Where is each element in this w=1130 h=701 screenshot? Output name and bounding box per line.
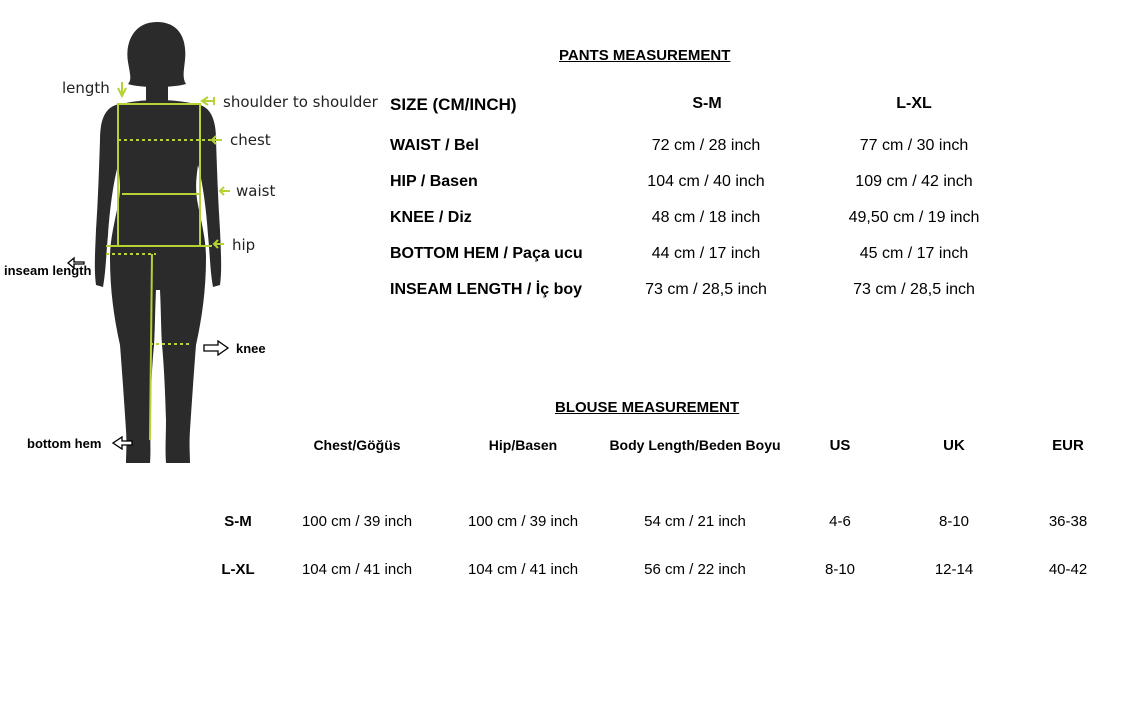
- blouse-cell-hip: 104 cm / 41 inch: [467, 561, 579, 578]
- label-knee: knee: [236, 341, 266, 356]
- pants-cell-lxl: 49,50 cm / 19 inch: [848, 209, 980, 226]
- blouse-header-us: US: [829, 437, 851, 454]
- blouse-cell-eur: 36-38: [1048, 513, 1088, 530]
- pants-cell-lxl: 73 cm / 28,5 inch: [853, 281, 975, 298]
- pants-header-sm: S-M: [692, 95, 722, 112]
- pants-cell-sm: 104 cm / 40 inch: [647, 173, 765, 190]
- pants-row-label: HIP / Basen: [390, 173, 478, 190]
- blouse-cell-us: 4-6: [829, 513, 851, 530]
- label-waist: waist: [236, 182, 276, 200]
- blouse-cell-body-length: 56 cm / 22 inch: [644, 561, 746, 578]
- blouse-header-eur: EUR: [1052, 437, 1084, 454]
- blouse-cell-uk: 8-10: [938, 513, 970, 530]
- blouse-cell-hip: 100 cm / 39 inch: [467, 513, 579, 530]
- blouse-cell-us: 8-10: [824, 561, 856, 578]
- pants-cell-sm: 73 cm / 28,5 inch: [645, 281, 767, 298]
- label-shoulder-to-shoulder: shoulder to shoulder: [223, 93, 378, 111]
- blouse-cell-eur: 40-42: [1048, 561, 1088, 578]
- label-inseam-length: inseam length: [4, 263, 92, 278]
- pants-row-label: BOTTOM HEM / Paça ucu: [390, 245, 583, 262]
- pants-cell-lxl: 45 cm / 17 inch: [859, 245, 969, 262]
- blouse-cell-uk: 12-14: [934, 561, 974, 578]
- label-length: length: [62, 79, 110, 97]
- pants-header-size: SIZE (CM/INCH): [390, 95, 517, 114]
- label-bottom-hem: bottom hem: [27, 436, 102, 451]
- pants-title: PANTS MEASUREMENT: [559, 47, 731, 64]
- pants-cell-lxl: 109 cm / 42 inch: [855, 173, 973, 190]
- pants-row-label: KNEE / Diz: [390, 209, 472, 226]
- pants-row-label: WAIST / Bel: [390, 137, 479, 154]
- pants-cell-sm: 72 cm / 28 inch: [651, 137, 761, 154]
- blouse-cell-chest: 100 cm / 39 inch: [301, 513, 413, 530]
- blouse-cell-body-length: 54 cm / 21 inch: [644, 513, 746, 530]
- chest-arrow-icon: [212, 136, 222, 144]
- pants-header-lxl: L-XL: [896, 95, 932, 112]
- waist-arrow-icon: [220, 187, 230, 195]
- blouse-title: BLOUSE MEASUREMENT: [555, 399, 740, 416]
- body-silhouette: [95, 22, 221, 463]
- pants-row-label: INSEAM LENGTH / İç boy: [390, 281, 583, 298]
- label-hip: hip: [232, 236, 256, 254]
- blouse-header-hip: Hip/Basen: [488, 437, 558, 453]
- blouse-cell-chest: 104 cm / 41 inch: [301, 561, 413, 578]
- label-chest: chest: [230, 131, 271, 149]
- blouse-row-size: S-M: [224, 513, 252, 530]
- pants-cell-lxl: 77 cm / 30 inch: [859, 137, 969, 154]
- shoulder-arrow-icon: [202, 97, 214, 105]
- blouse-row-size: L-XL: [221, 561, 255, 578]
- blouse-header-body-length: Body Length/Beden Boyu: [609, 437, 781, 453]
- blouse-header-uk: UK: [943, 437, 965, 454]
- knee-arrow-icon: [204, 341, 228, 355]
- pants-cell-sm: 44 cm / 17 inch: [651, 245, 761, 262]
- blouse-header-chest: Chest/Göğüs: [313, 437, 401, 453]
- body-measurement-figure: [0, 0, 380, 480]
- pants-cell-sm: 48 cm / 18 inch: [651, 209, 761, 226]
